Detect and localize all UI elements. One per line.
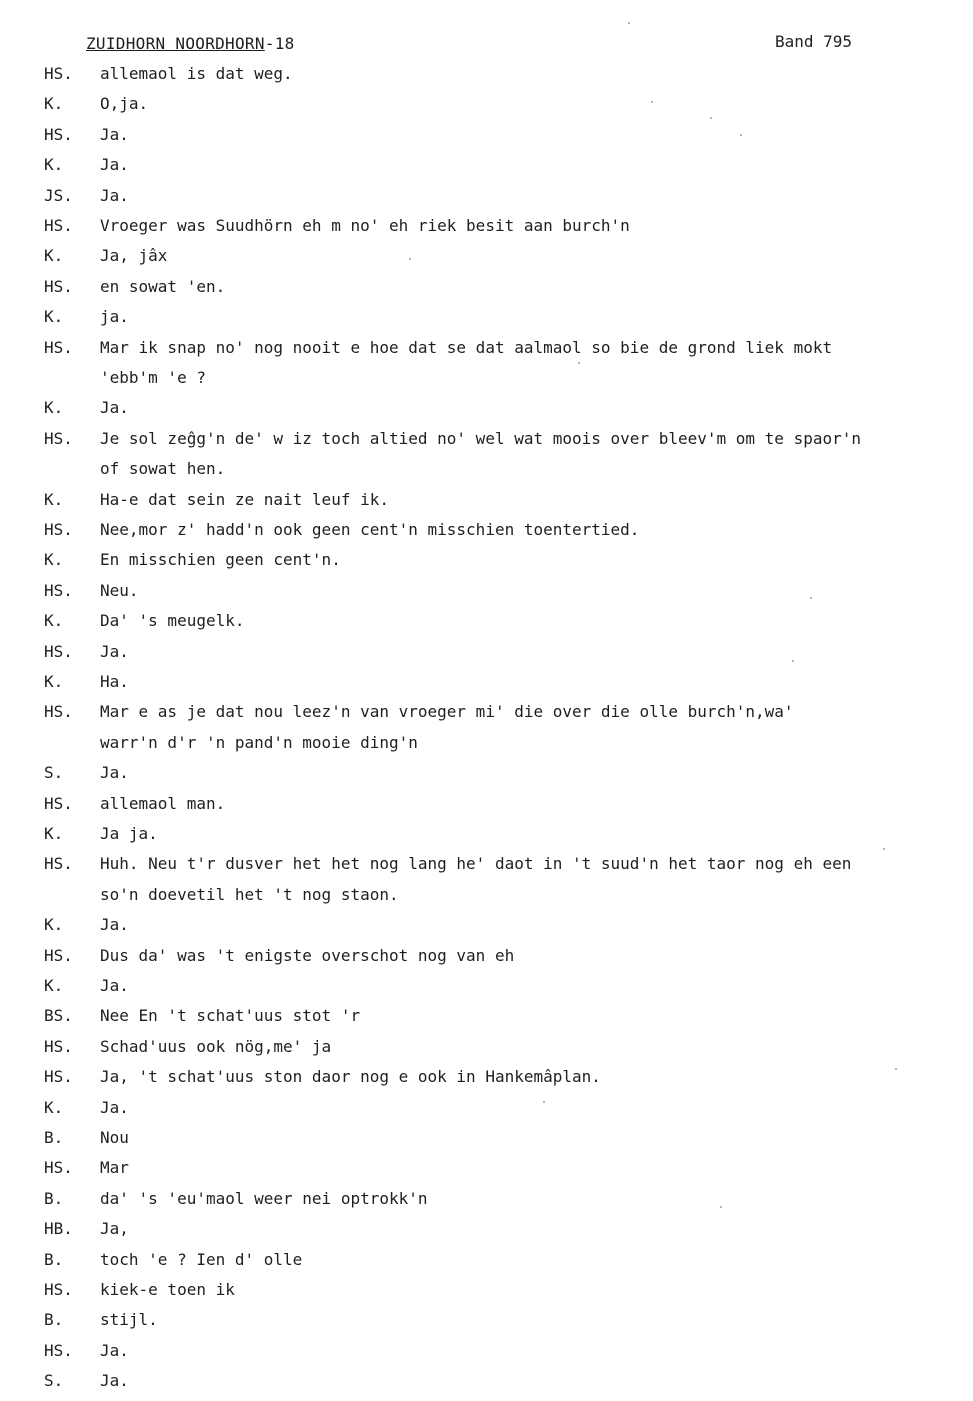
utterance-text: Schad'uus ook nög,me' ja: [100, 1036, 332, 1056]
transcript-line: [0, 1037, 973, 1067]
speaker-label: HS.: [44, 124, 73, 144]
speaker-label: BS.: [44, 1006, 73, 1026]
utterance-text: of sowat hen.: [100, 459, 226, 479]
transcript-line: [0, 1371, 973, 1401]
speaker-label: HS.: [44, 793, 73, 813]
document-title: [86, 34, 295, 53]
transcript-line: [0, 277, 973, 307]
speaker-label: HS.: [44, 641, 73, 661]
transcript-line: [0, 398, 973, 428]
speaker-label: K.: [44, 976, 64, 995]
transcript-line: [0, 155, 973, 185]
transcript-line: [0, 642, 973, 672]
utterance-text: Ja.: [100, 641, 129, 661]
utterance-text: Ja.: [100, 976, 129, 995]
transcript-line: [0, 976, 973, 1006]
utterance-text: Ja ja.: [100, 824, 158, 843]
speaker-label: HS.: [44, 1280, 73, 1299]
utterance-text: da' 's 'eu'maol weer nei optrokk'n: [100, 1188, 428, 1208]
speaker-label: S.: [44, 1371, 64, 1391]
utterance-text: allemaol man.: [100, 793, 226, 813]
utterance-text: Da' 's meugelk.: [100, 611, 245, 631]
transcript-line: [0, 490, 973, 520]
transcript-continuation-line: [0, 368, 973, 398]
transcript-line: [0, 1158, 973, 1188]
speaker-label: HS.: [44, 1036, 73, 1056]
utterance-text: En misschien geen cent'n.: [100, 550, 341, 570]
scan-speck: [578, 362, 580, 364]
transcript-line: [0, 1250, 973, 1280]
utterance-text: Ha.: [100, 672, 129, 691]
utterance-text: kiek-e toen ik: [100, 1280, 235, 1299]
transcript-continuation-line: [0, 885, 973, 915]
utterance-text: Ja.: [100, 1371, 129, 1391]
transcript-line: [0, 1067, 973, 1097]
utterance-text: 'ebb'm 'e ?: [100, 368, 206, 387]
utterance-text: Ja.: [100, 1340, 129, 1360]
scan-speck: [810, 597, 812, 599]
transcript-line: [0, 581, 973, 611]
utterance-text: Ja, jâx: [100, 246, 168, 266]
transcript-line: [0, 1098, 973, 1128]
speaker-label: K.: [44, 398, 64, 418]
transcript-line: [0, 338, 973, 368]
transcript-line: [0, 1189, 973, 1219]
scan-speck: [628, 22, 630, 24]
speaker-label: K.: [44, 550, 64, 570]
speaker-label: B.: [44, 1310, 64, 1330]
transcript-continuation-line: [0, 733, 973, 763]
utterance-text: Ja,: [100, 1219, 129, 1239]
utterance-text: Dus da' was 't enigste overschot nog van eh: [100, 945, 515, 965]
speaker-label: K.: [44, 155, 64, 175]
transcript-line: [0, 1219, 973, 1249]
transcript-line: [0, 824, 973, 854]
speaker-label: K.: [44, 307, 64, 327]
utterance-text: Mar: [100, 1158, 129, 1178]
transcript-line: [0, 1310, 973, 1340]
scan-speck: [740, 134, 742, 136]
speaker-label: HS.: [44, 428, 73, 448]
speaker-label: B.: [44, 1249, 64, 1269]
speaker-label: HS.: [44, 337, 73, 357]
transcript-line: [0, 520, 973, 550]
utterance-text: Ja.: [100, 124, 129, 144]
transcript-line: [0, 794, 973, 824]
speaker-label: HS.: [44, 1067, 73, 1087]
speaker-label: K.: [44, 611, 64, 631]
speaker-label: S.: [44, 763, 64, 783]
utterance-text: Nee,mor z' hadd'n ook geen cent'n misschien toentertied.: [100, 520, 640, 539]
speaker-label: HS.: [44, 1340, 73, 1360]
scan-speck: [792, 660, 794, 662]
utterance-text: Ja.: [100, 398, 129, 418]
utterance-text: Nee En 't schat'uus stot 'r: [100, 1006, 361, 1026]
scan-speck: [895, 1068, 897, 1070]
transcript-line: [0, 550, 973, 580]
transcript-line: [0, 915, 973, 945]
utterance-text: O,ja.: [100, 94, 149, 114]
utterance-text: en sowat 'en.: [100, 276, 226, 296]
speaker-label: HB.: [44, 1219, 73, 1239]
utterance-text: Neu.: [100, 580, 139, 600]
speaker-label: K.: [44, 246, 64, 266]
scan-speck: [720, 1206, 722, 1208]
utterance-text: Mar e as je dat nou leez'n van vroeger mi' die over die olle burch'n,wa': [100, 702, 794, 722]
speaker-label: JS.: [44, 185, 73, 205]
transcript-line: [0, 1280, 973, 1310]
utterance-text: Huh. Neu t'r dusver het het nog lang he' daot in 't suud'n het taor nog eh een: [100, 854, 852, 874]
transcript-line: [0, 1341, 973, 1371]
speaker-label: K.: [44, 672, 64, 691]
transcript-line: [0, 1006, 973, 1036]
band-number: Band 795: [775, 32, 853, 51]
speaker-label: HS.: [44, 276, 73, 296]
title-page-number: -18: [264, 34, 295, 53]
utterance-text: Ja.: [100, 1097, 129, 1117]
transcript-line: [0, 429, 973, 459]
speaker-label: K.: [44, 915, 64, 935]
speaker-label: K.: [44, 94, 64, 114]
utterance-text: allemaol is dat weg.: [100, 64, 293, 83]
speaker-label: HS.: [44, 1158, 73, 1178]
utterance-text: Ja, 't schat'uus ston daor nog e ook in Hankemâplan.: [100, 1067, 601, 1087]
utterance-text: ja.: [100, 307, 129, 327]
utterance-text: so'n doevetil het 't nog staon.: [100, 884, 399, 904]
transcript-line: [0, 246, 973, 276]
transcript-line: [0, 125, 973, 155]
speaker-label: K.: [44, 824, 64, 843]
speaker-label: HS.: [44, 580, 73, 600]
speaker-label: K.: [44, 489, 64, 509]
transcript-line: [0, 186, 973, 216]
transcript-line: [0, 1128, 973, 1158]
speaker-label: HS.: [44, 64, 73, 83]
utterance-text: stijl.: [100, 1310, 158, 1330]
title-location: ZUIDHORN NOORDHORN: [86, 34, 265, 53]
transcript-line: [0, 611, 973, 641]
transcript-line: [0, 946, 973, 976]
speaker-label: K.: [44, 1097, 64, 1117]
scan-speck: [651, 101, 653, 103]
utterance-text: Ha-e dat sein ze nait leuf ik.: [100, 489, 389, 509]
utterance-text: Ja.: [100, 915, 129, 935]
utterance-text: Nou: [100, 1128, 129, 1147]
transcript-line: [0, 94, 973, 124]
transcript-line: [0, 307, 973, 337]
speaker-label: HS.: [44, 702, 73, 722]
utterance-text: Je sol zeĝg'n de' w iz toch altied no' wel wat moois over bleev'm om te spaor'n: [100, 428, 861, 448]
scan-speck: [543, 1101, 545, 1103]
speaker-label: HS.: [44, 854, 73, 874]
utterance-text: Ja.: [100, 185, 129, 205]
scan-speck: [710, 117, 712, 119]
speaker-label: B.: [44, 1188, 64, 1208]
transcript-line: [0, 702, 973, 732]
utterance-text: Ja.: [100, 155, 129, 175]
transcript-line: [0, 672, 973, 702]
scan-speck: [409, 258, 411, 260]
transcript-continuation-line: [0, 459, 973, 489]
speaker-label: B.: [44, 1128, 64, 1147]
transcript-line: [0, 64, 973, 94]
utterance-text: Vroeger was Suudhörn eh m no' eh riek besit aan burch'n: [100, 216, 630, 235]
utterance-text: Ja.: [100, 763, 129, 783]
speaker-label: HS.: [44, 520, 73, 539]
transcript-line: [0, 763, 973, 793]
scan-speck: [883, 848, 885, 850]
speaker-label: HS.: [44, 216, 73, 235]
utterance-text: warr'n d'r 'n pand'n mooie ding'n: [100, 732, 418, 752]
transcript-line: [0, 854, 973, 884]
transcript-line: [0, 216, 973, 246]
speaker-label: HS.: [44, 945, 73, 965]
utterance-text: Mar ik snap no' nog nooit e hoe dat se dat aalmaol so bie de grond liek mokt: [100, 337, 833, 357]
utterance-text: toch 'e ? Ien d' olle: [100, 1249, 303, 1269]
